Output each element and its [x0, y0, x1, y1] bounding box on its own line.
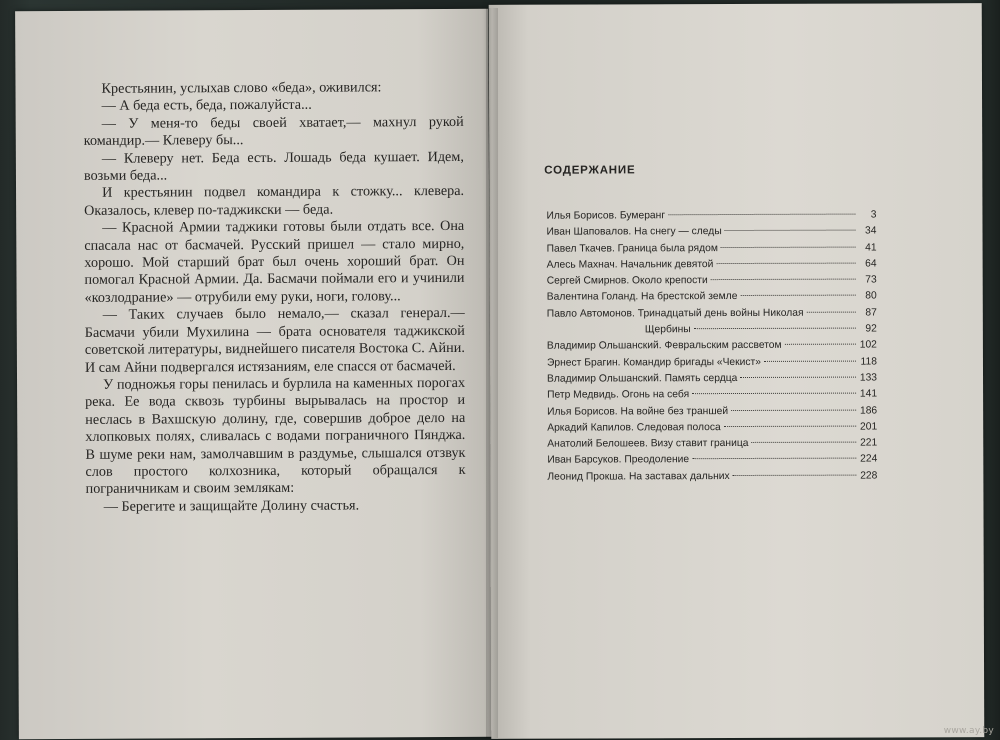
- paragraph: — Таких случаев было немало,— сказал генерал.— Басмачи убили Мухилина — брата основателя таджикской советской литературы, виднейшего писателя Востока С. Айни. И сам Айни подвергался истязаниям, еле спасся от басмачей.: [84, 305, 465, 376]
- toc-row: [547, 403, 877, 420]
- dot-leader: [785, 344, 856, 345]
- toc-row: [547, 322, 877, 339]
- toc-entry: Эрнест Брагин. Командир бригады «Чекист»: [546, 356, 762, 369]
- paragraph: Крестьянин, услыхав слово «беда», оживился:: [101, 79, 382, 97]
- toc-entry: Сергей Смирнов. Около крепости: [546, 275, 708, 287]
- paragraph: — Берегите и защищайте Долину счастья.: [103, 497, 360, 515]
- toc-page-number: 201: [859, 421, 878, 433]
- left-page: [15, 9, 492, 739]
- toc-row: [547, 289, 877, 306]
- dot-leader: [716, 262, 855, 263]
- toc-entry: Валентина Голанд. На брестской земле: [546, 291, 738, 304]
- toc-entry: Павло Автомонов. Тринадцатый день войны Николая: [546, 307, 804, 320]
- dot-leader: [733, 474, 857, 475]
- paragraph: — Клеверу нет. Беда есть. Лошадь беда кушает. Идем, возьми беда...: [83, 148, 464, 184]
- toc-page-number: 73: [865, 274, 877, 286]
- toc-row: [547, 338, 877, 355]
- toc-entry: Аркадий Капилов. Следовая полоса: [547, 421, 721, 434]
- toc-page-number: 141: [859, 388, 878, 400]
- toc-page-number: 228: [860, 470, 878, 482]
- paragraph: — У меня-то беды своей хватает,— махнул рукой командир.— Клеверу бы...: [83, 113, 464, 150]
- dot-leader: [751, 442, 856, 443]
- toc-page-number: 186: [859, 405, 878, 417]
- dot-leader: [668, 214, 855, 216]
- paragraph: И крестьянин подвел командира к стожку... клевера. Оказалось, клевер по-таджикски — беда.: [84, 183, 465, 219]
- table-of-contents: [546, 208, 877, 486]
- toc-row: [547, 273, 877, 290]
- paragraph: — Красной Армии таджики готовы были отдать все. Она спасала нас от басмачей. Русский пришел — стало мирно, хорошо. Мой старший брат был очень хороший брат. Он помогал Красной Армии. Да. Басмачи поймали его и учинили «козлодрание» — отрубили ему руки, ноги, голову...: [84, 218, 465, 306]
- toc-page-number: 92: [865, 323, 877, 335]
- toc-entry: Иван Барсуков. Преодоление: [547, 454, 690, 467]
- toc-row: [547, 354, 877, 371]
- toc-entry: Илья Борисов. На войне без траншей: [547, 405, 729, 418]
- watermark: www.ay.by: [943, 726, 994, 736]
- toc-row: [547, 370, 877, 387]
- toc-row: [547, 436, 877, 453]
- toc-page-number: 118: [860, 356, 877, 368]
- dot-leader: [740, 377, 856, 378]
- dot-leader: [807, 311, 856, 312]
- toc-page-number: 64: [865, 258, 877, 270]
- toc-page-number: 224: [860, 453, 878, 466]
- toc-row: [547, 452, 877, 469]
- toc-entry: Илья Борисов. Бумеранг: [546, 210, 666, 222]
- dot-leader: [724, 425, 856, 426]
- paragraph: У подножья горы пенилась и бурлила на каменных порогах река. Ее вода сквозь турбины вырывалась на простор и неслась в Вахшскую долину, где, совершив доброе дело на хлопковых полях, сливалась с водами пограничного Пянджа. В шуме реки нам, замолчавшим в раздумье, слышался отзвук слов простого колхозника, который обращался к пограничникам и своим землякам:: [85, 374, 466, 498]
- toc-row: [547, 387, 877, 404]
- book-gutter-shadow: [486, 8, 498, 738]
- dot-leader: [711, 279, 856, 281]
- toc-row: [547, 256, 877, 273]
- toc-page-number: 41: [865, 242, 877, 254]
- toc-entry: Алесь Махнач. Начальник девятой: [546, 258, 714, 271]
- toc-page-number: 87: [865, 307, 877, 319]
- left-page-text: [83, 79, 465, 516]
- toc-page-number: 221: [860, 437, 878, 449]
- dot-leader: [725, 230, 856, 231]
- contents-heading: СОДЕРЖАНИЕ: [544, 164, 636, 177]
- toc-entry: Павел Ткачев. Граница была рядом: [546, 242, 718, 255]
- dot-leader: [731, 409, 856, 410]
- dot-leader: [721, 246, 856, 247]
- toc-row: [546, 224, 876, 241]
- dot-leader: [692, 458, 856, 460]
- dot-leader: [692, 393, 856, 395]
- toc-row: [547, 468, 877, 485]
- toc-row: [546, 208, 876, 225]
- toc-page-number: 3: [870, 209, 877, 221]
- toc-entry: Петр Медвидь. Огонь на себя: [547, 389, 690, 401]
- dot-leader: [740, 295, 855, 296]
- toc-entry: Иван Шаповалов. На снегу — следы: [546, 226, 722, 238]
- toc-entry: Щербины: [644, 324, 691, 336]
- toc-row: [547, 240, 877, 257]
- toc-row: [547, 419, 877, 436]
- toc-entry: Анатолий Белошеев. Визу ставит граница: [547, 438, 749, 450]
- toc-page-number: 133: [859, 372, 878, 384]
- toc-page-number: 102: [859, 339, 877, 351]
- toc-entry: Владимир Ольшанский. Февральским рассветом: [546, 340, 782, 353]
- paragraph: — А беда есть, беда, пожалуйста...: [101, 97, 312, 115]
- toc-entry: Владимир Ольшанский. Память сердца: [547, 372, 738, 385]
- toc-page-number: 80: [865, 290, 877, 303]
- toc-row: [547, 305, 877, 322]
- toc-entry: Леонид Прокша. На заставах дальних: [547, 470, 730, 483]
- right-page: [489, 3, 985, 739]
- dot-leader: [764, 360, 856, 361]
- toc-page-number: 34: [865, 225, 877, 237]
- dot-leader: [694, 328, 856, 330]
